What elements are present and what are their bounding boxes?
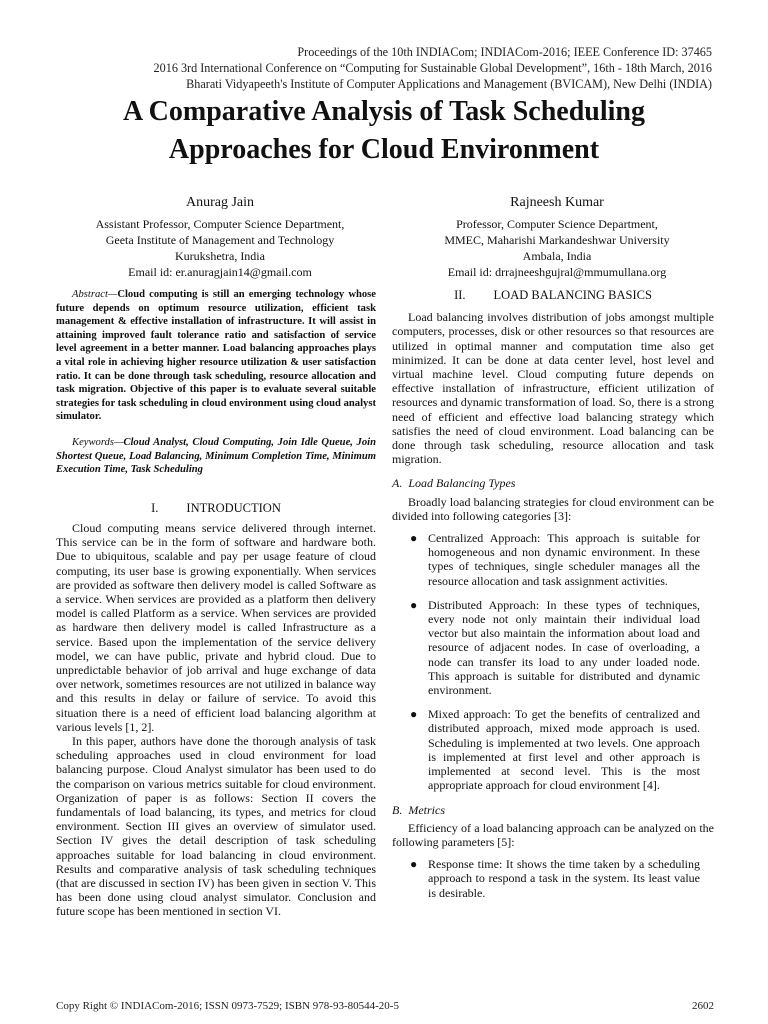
subsection-title: Metrics	[408, 802, 445, 817]
title-line-1: A Comparative Analysis of Task Scheduling	[122, 96, 646, 127]
author-affiliation: Professor, Computer Science Department,	[456, 217, 658, 231]
list-item-text: Response time: It shows the time taken by a scheduling approach to respond a task in the system. Its least value is desirable.	[428, 857, 700, 900]
bullet-icon: ●	[410, 707, 418, 722]
section-number: I.	[151, 500, 159, 515]
bullet-icon: ●	[410, 857, 418, 872]
subsection-letter: B.	[392, 802, 403, 817]
bullet-icon: ●	[410, 597, 418, 612]
load-balancing-types-list	[392, 531, 714, 792]
header-line-2: 2016 3rd International Conference on “Computing for Sustainable Global Development”, 16th - 18th March, 2016	[153, 61, 712, 75]
abstract-label: Abstract—	[72, 289, 118, 300]
header-line-3: Bharati Vidyapeeth's Institute of Computer Applications and Management (BVICAM), New Delhi (INDIA)	[186, 77, 712, 91]
author-email: Email id: er.anuragjain14@gmail.com	[128, 265, 312, 279]
author-name: Rajneesh Kumar	[510, 195, 604, 210]
list-item-text: Centralized Approach: This approach is suitable for homogeneous and non dynamic environment. In these types of techniques, single scheduler manages all the resource allocation and task assignment activities.	[428, 531, 700, 588]
section-heading-load-balancing	[392, 288, 714, 302]
paper-title	[40, 93, 728, 169]
keywords-text: Cloud Analyst, Cloud Computing, Join Idle Queue, Join Shortest Queue, Load Balancing, Minimum Completion Time, Minimum Execution Time, Task Scheduling	[56, 436, 376, 476]
intro-paragraph-1: Cloud computing means service delivered through internet. This service can be in the form of software and hardware both. Due to ubiquitous, scalable and pay per usage feature of cloud computing, its user base is growing exponentially. When services are provided as software then delivery model is called Software as a service. When services are provided as a platform then delivery model is called Platform as a service. When services are provided as hardware then delivery model is called Infrastructure as a service. Based upon the implementation of the service delivery model, we can have public, private and hybrid cloud. Due to unpredictable behavior of job arrival and huge exchange of data over network, sometimes resources are not utilized in balance way and this results in delay or failure of service. To avoid this situation there is a need of efficient load balancing algorithm at various levels [1, 2].	[56, 520, 376, 734]
author-name: Anurag Jain	[185, 195, 255, 210]
subsection-a-paragraph: Broadly load balancing strategies for cloud environment can be divided into following categories [3]:	[392, 494, 714, 523]
author-email: Email id: drrajneeshgujral@mmumullana.org	[447, 265, 667, 279]
right-column	[392, 288, 714, 910]
author-block	[40, 194, 728, 278]
author-affiliation: Ambala, India	[522, 249, 592, 263]
author-1	[70, 194, 370, 280]
author-affiliation: Kurukshetra, India	[175, 249, 265, 263]
section-title: INTRODUCTION	[186, 500, 281, 515]
subsection-title: Load Balancing Types	[408, 476, 516, 491]
list-item	[392, 598, 714, 697]
subsection-heading-types	[392, 476, 714, 490]
subsection-heading-metrics	[392, 803, 714, 817]
proceedings-header	[72, 44, 712, 92]
subsection-letter: A.	[392, 476, 403, 491]
left-column	[56, 288, 376, 919]
list-item-text: Mixed approach: To get the benefits of centralized and distributed approach, mixed mode approach is used. Scheduling is implemented at two levels. One approach is implemented at first level and other approach is implemented at second level. This is the most appropriate approach for cloud environment [4].	[428, 707, 700, 793]
bullet-icon: ●	[410, 531, 418, 546]
abstract-text: Cloud computing is still an emerging technology whose future depends on optimum resource utilization, efficient task management & effective installation of infrastructure. It will assist in attaining improved fault tolerance ratio and satisfaction of service level agreement in a better manner. Load balancing approaches plays a vital role in achieving higher resource utilization & user satisfaction ratio. It can be done through task scheduling, resource allocation and task migration. Objective of this paper is to evaluate several suitable strategies for task scheduling in cloud environment using cloud analyst simulator.	[56, 289, 376, 423]
copyright-text: Copy Right © INDIACom-2016; ISSN 0973-7529; ISBN 978-93-80544-20-5	[56, 1000, 399, 1012]
section-title: LOAD BALANCING BASICS	[493, 288, 652, 302]
section2-paragraph: Load balancing involves distribution of jobs amongst multiple computers, processes, disk or other resources so that resources are utilized in optimal manner and computation time also get minimized. It can be done at data center level, host level and virtual machine level. Cloud computing future depends on effective installation of infrastructure, efficient utilization of resources and dynamic transformation of load. So, there is a strong need of efficient and effective load balancing strategy which satisfies the need of cloud environment. Load balancing can be done through task scheduling, resource allocation and task migration.	[392, 310, 714, 467]
list-item	[392, 857, 714, 900]
list-item-text: Distributed Approach: In these types of techniques, every node not only maintain their individual load vector but also maintain the information about load and resource of adjacent nodes. In case of overloading, a node can transfer its load to any under loaded node. This approach is suitable for distributed and dynamic environment.	[428, 597, 700, 698]
subsection-b-paragraph: Efficiency of a load balancing approach can be analyzed on the following parameters [5]:	[392, 820, 714, 849]
abstract	[56, 288, 376, 424]
page-number: 2602	[692, 1000, 714, 1012]
intro-paragraph-2: In this paper, authors have done the thorough analysis of task scheduling approaches used in cloud environment for load balancing purpose. Cloud Analyst simulator has been used to do the comparison on various metrics suitable for cloud environment. Organization of paper is as follows: Section II covers the fundamentals of load balancing, its types, and metrics for cloud environment. Section III gives an overview of simulator used. Section IV gives the detail description of task scheduling approaches suitable for load balancing in cloud environment. Results and comparative analysis of task scheduling techniques (that are discussed in section IV) has been given in section V. This has been done using cloud analyst simulator. Conclusion and future scope has been mentioned in section VI.	[56, 733, 376, 919]
author-affiliation: Assistant Professor, Computer Science Department,	[95, 217, 345, 231]
list-item	[392, 531, 714, 588]
header-line-1: Proceedings of the 10th INDIACom; INDIACom-2016; IEEE Conference ID: 37465	[297, 45, 712, 59]
list-item	[392, 707, 714, 792]
author-affiliation: MMEC, Maharishi Markandeshwar University	[444, 233, 670, 247]
keywords	[56, 436, 376, 477]
section-number: II.	[454, 288, 466, 302]
metrics-list	[392, 857, 714, 900]
author-2	[392, 194, 722, 280]
title-line-2: Approaches for Cloud Environment	[168, 134, 600, 165]
keywords-label: Keywords—	[72, 436, 124, 448]
author-affiliation: Geeta Institute of Management and Technology	[105, 233, 335, 247]
section-heading-introduction	[56, 501, 376, 515]
